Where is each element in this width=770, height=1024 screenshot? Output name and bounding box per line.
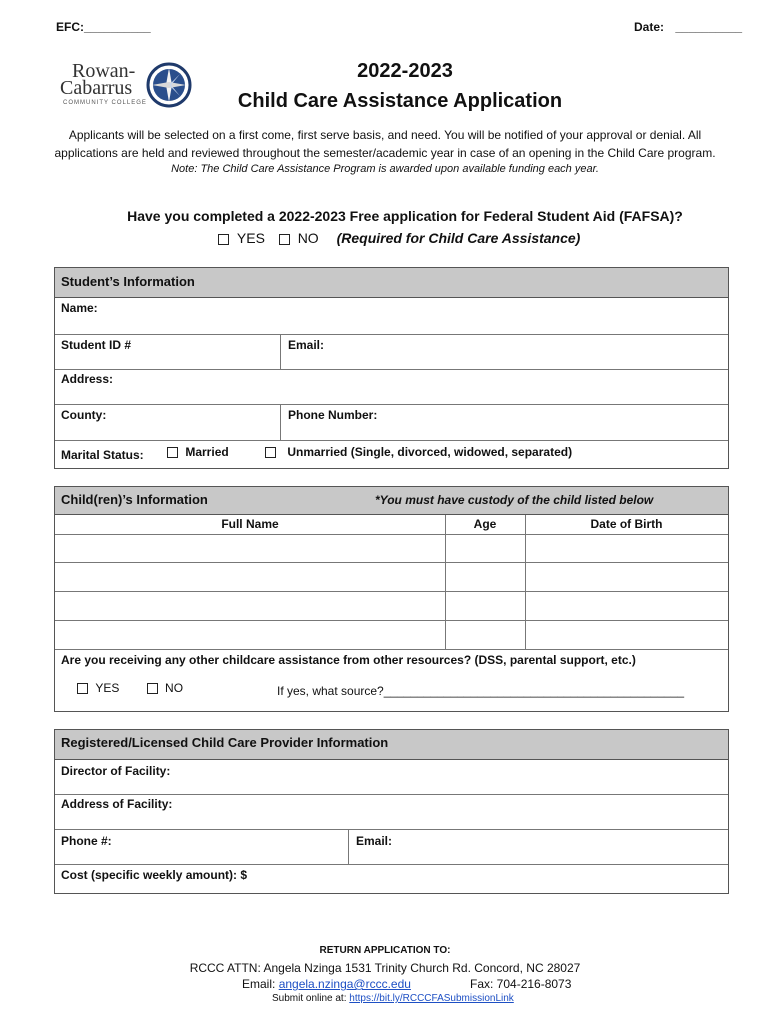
assistance-yes-checkbox[interactable] xyxy=(77,683,88,694)
footer-fax: Fax: 704-216-8073 xyxy=(470,977,572,991)
assistance-yes-label: YES xyxy=(95,681,120,695)
child-4-name-input[interactable] xyxy=(55,621,445,649)
married-checkbox[interactable] xyxy=(167,447,178,458)
child-3-name-input[interactable] xyxy=(55,592,445,620)
student-county-field[interactable]: County: xyxy=(61,408,107,422)
submit-online-line: Submit online at: https://bit.ly/RCCCFASubmissionLink xyxy=(272,993,514,1004)
marital-status-label: Marital Status: xyxy=(61,448,144,462)
student-address-field[interactable]: Address: xyxy=(61,372,114,386)
unmarried-checkbox[interactable] xyxy=(265,447,276,458)
assistance-source-field[interactable]: If yes, what source?_____________________________________________ xyxy=(277,684,685,698)
fafsa-no-checkbox[interactable] xyxy=(279,234,290,245)
provider-info-section xyxy=(54,729,729,894)
facility-address-field[interactable]: Address of Facility: xyxy=(61,797,173,811)
other-assistance-options xyxy=(77,681,183,695)
student-phone-field[interactable]: Phone Number: xyxy=(288,408,378,422)
fafsa-yes-label: YES xyxy=(236,230,265,246)
weekly-cost-field[interactable]: Cost (specific weekly amount): $ xyxy=(61,868,248,882)
child-1-age-input[interactable] xyxy=(446,535,525,562)
page-title: Child Care Assistance Application xyxy=(237,90,563,112)
director-field[interactable]: Director of Facility: xyxy=(61,764,171,778)
children-info-header: Child(ren)’s Information *You must have custody of the child listed below xyxy=(55,487,728,515)
married-option xyxy=(167,445,229,459)
other-assistance-question: Are you receiving any other childcare assistance from other resources? (DSS, parental support, etc.) xyxy=(61,653,636,667)
child-1-dob-input[interactable] xyxy=(526,535,728,562)
date-field[interactable]: __________ xyxy=(675,20,743,34)
unmarried-option xyxy=(265,445,572,459)
student-email-field[interactable]: Email: xyxy=(288,338,325,352)
student-info-section xyxy=(54,267,729,469)
child-2-dob-input[interactable] xyxy=(526,563,728,591)
child-3-age-input[interactable] xyxy=(446,592,525,620)
unmarried-label: Unmarried (Single, divorced, widowed, separated) xyxy=(287,445,573,459)
child-2-age-input[interactable] xyxy=(446,563,525,591)
child-4-dob-input[interactable] xyxy=(526,621,728,649)
child-1-name-input[interactable] xyxy=(55,535,445,562)
fafsa-options xyxy=(218,230,580,246)
custody-note: *You must have custody of the child listed below xyxy=(375,493,654,507)
facility-phone-field[interactable]: Phone #: xyxy=(61,834,112,848)
footer-email-line: Email: angela.nzinga@rccc.edu xyxy=(242,977,411,991)
col-date-of-birth: Date of Birth xyxy=(590,517,663,531)
efc-field[interactable]: EFC:__________ xyxy=(56,20,151,34)
child-4-age-input[interactable] xyxy=(446,621,525,649)
college-logo: Rowan- Cabarrus COMMUNITY COLLEGE xyxy=(60,62,195,112)
student-id-field[interactable]: Student ID # xyxy=(61,338,132,352)
fafsa-question: Have you completed a 2022-2023 Free application for Federal Student Aid (FAFSA)? xyxy=(127,208,683,224)
fafsa-no-label: NO xyxy=(297,230,319,246)
submission-link[interactable]: https://bit.ly/RCCCFASubmissionLink xyxy=(349,993,514,1004)
contact-email-link[interactable]: angela.nzinga@rccc.edu xyxy=(278,977,411,991)
intro-note: Note: The Child Care Assistance Program is awarded upon available funding each year. xyxy=(171,163,599,175)
children-info-section xyxy=(54,486,729,712)
fafsa-required-note: (Required for Child Care Assistance) xyxy=(336,230,581,246)
fafsa-yes-checkbox[interactable] xyxy=(218,234,229,245)
child-2-name-input[interactable] xyxy=(55,563,445,591)
col-full-name: Full Name xyxy=(221,517,279,531)
child-3-dob-input[interactable] xyxy=(526,592,728,620)
student-info-header: Student’s Information xyxy=(55,268,728,298)
student-name-field[interactable]: Name: xyxy=(61,301,98,315)
assistance-no-checkbox[interactable] xyxy=(147,683,158,694)
return-address: RCCC ATTN: Angela Nzinga 1531 Trinity Church Rd. Concord, NC 28027 xyxy=(189,961,581,975)
return-label: RETURN APPLICATION TO: xyxy=(319,945,451,956)
date-label: Date: __________ xyxy=(634,20,743,34)
married-label: Married xyxy=(185,445,229,459)
assistance-no-label: NO xyxy=(165,681,184,695)
intro-line-2: applications are held and reviewed throughout the semester/academic year in case of an opening in the Child Care program. xyxy=(54,146,716,160)
facility-email-field[interactable]: Email: xyxy=(356,834,393,848)
intro-line-1: Applicants will be selected on a first come, first serve basis, and need. You will be notified of your approval or denial. All xyxy=(68,128,702,142)
provider-info-header: Registered/Licensed Child Care Provider Information xyxy=(55,730,728,760)
application-year: 2022-2023 xyxy=(357,60,453,82)
col-age: Age xyxy=(473,517,497,531)
